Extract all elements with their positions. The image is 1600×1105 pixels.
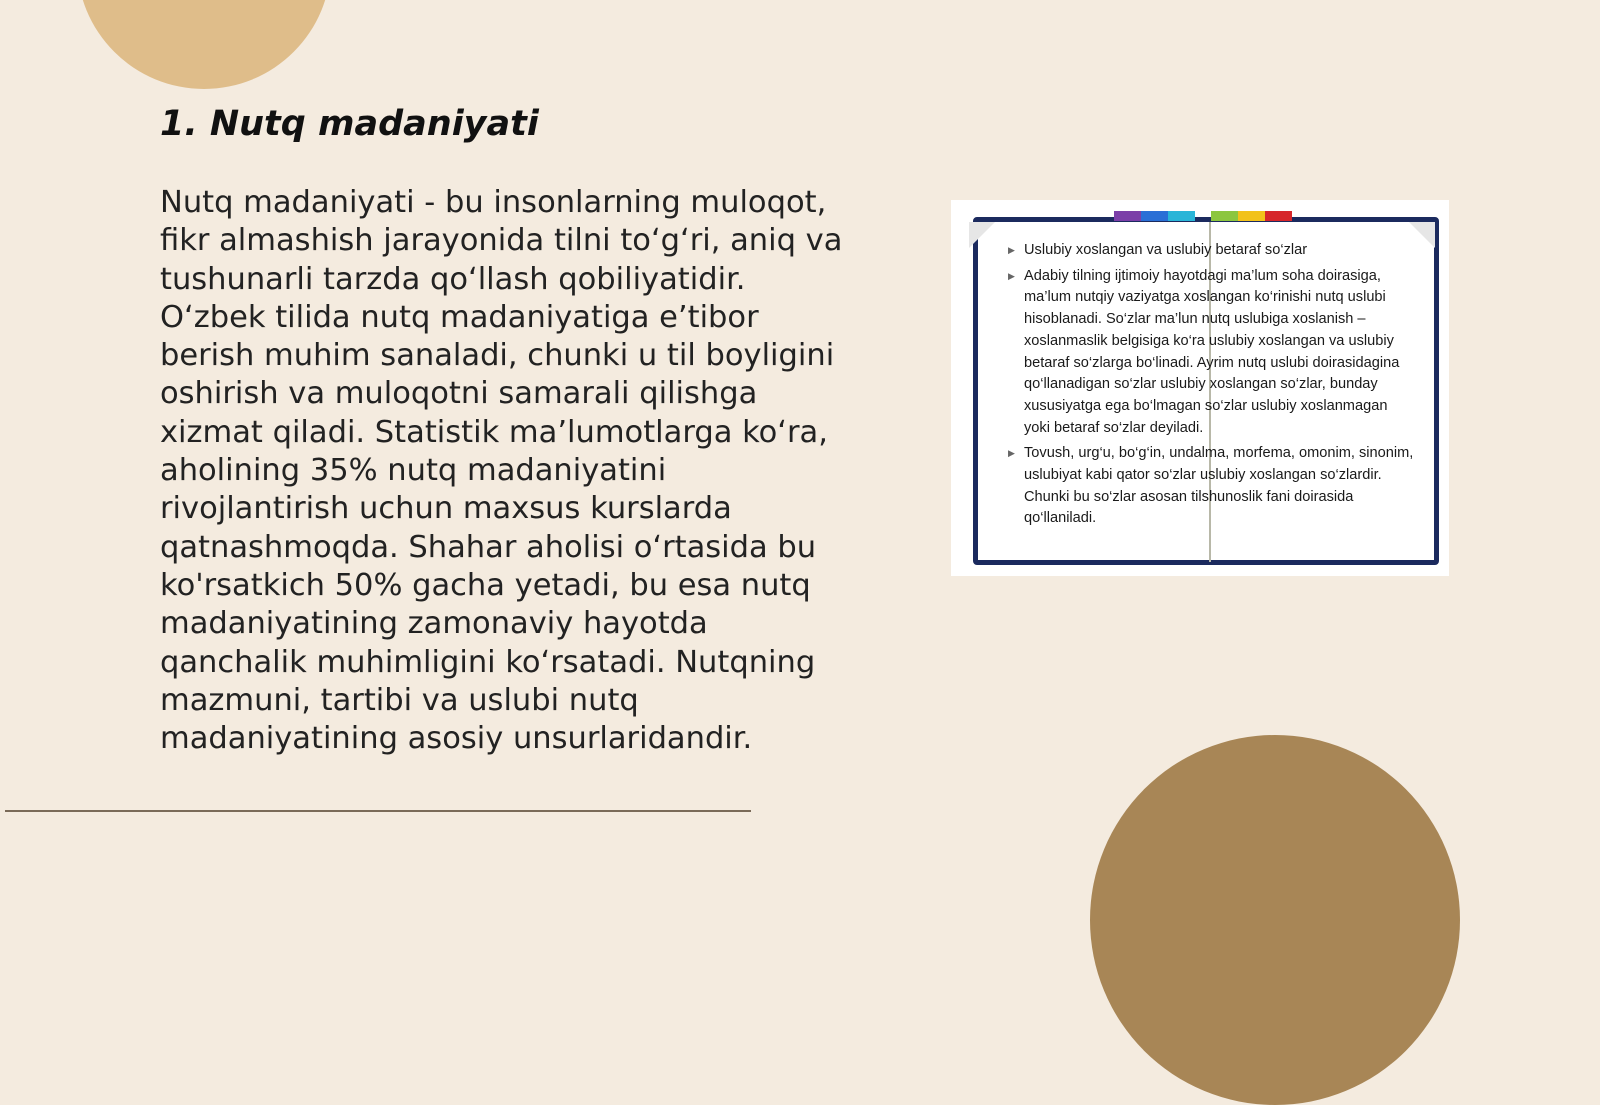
tab-cyan	[1168, 211, 1195, 221]
bullet-arrow-icon: ▶	[1008, 245, 1015, 255]
list-item	[1006, 240, 1416, 262]
divider-line	[5, 810, 751, 812]
list-item-text: Adabiy tilning ijtimoiy hayotdagi ma’lum soha doirasiga, ma’lum nutqiy vaziyatga xoslangan ko‘rinishi nutq uslubi hisoblanadi. So‘zlar ma’lun nutq uslubiga xoslanish – xoslanmaslik belgisiga ko‘ra uslubiy xoslangan va uslubiy betaraf so‘zlarga bo‘linadi. Ayrim nutq uslubi doirasidagina qo‘llanadigan so‘zlar uslubiy xoslangan so‘zlar, bunday xususiyatga ega bo‘lmagan so‘zlar uslubiy xoslanmagan yoki betaraf so‘zlar deyiladi.	[1024, 267, 1400, 436]
tab-yellow	[1238, 211, 1265, 221]
bullet-arrow-icon: ▶	[1008, 448, 1015, 459]
tab-red	[1265, 211, 1292, 221]
slide-body-text: Nutq madaniyati - bu insonlarning muloqot, fikr almashish jarayonida tilni to‘g‘ri, aniq va tushunarli tarzda qo‘llash qobiliyatidir. O‘zbek tilida nutq madaniyatiga e’tibor berish muhim sanaladi, chunki u til boyligini oshirish va muloqotni samarali qilishga xizmat qiladi. Statistik ma’lumotlarga ko‘ra, aholining 35% nutq madaniyatini rivojlantirish uchun maxsus kurslarda qatnashmoqda. Shahar aholisi o‘rtasida bu ko'rsatkich 50% gacha yetadi, bu esa nutq madaniyatining zamonaviy hayotda qanchalik muhimligini ko‘rsatadi. Nutqning mazmuni, tartibi va uslubi nutq madaniyatining asosiy unsurlaridandir.	[160, 185, 843, 757]
tab-blue	[1141, 211, 1168, 221]
list-item-text: Uslubiy xoslangan va uslubiy betaraf so‘zlar	[1024, 242, 1308, 258]
decorative-circle-top	[77, 0, 331, 89]
tab-green	[1211, 211, 1238, 221]
notebook-image	[951, 200, 1449, 576]
list-item	[1006, 443, 1416, 530]
list-item	[1006, 266, 1416, 440]
notebook-bullet-list	[1006, 240, 1416, 534]
tab-purple	[1114, 211, 1141, 221]
notebook-color-tabs	[1114, 211, 1292, 221]
page-corner-left	[969, 222, 995, 248]
slide-title: 1. Nutq madaniyati	[160, 104, 539, 144]
bullet-arrow-icon: ▶	[1008, 270, 1015, 281]
list-item-text: Tovush, urg‘u, bo‘g‘in, undalma, morfema, omonim, sinonim, uslubiyat kabi qator so‘zlar uslubiy xoslangan so‘zlardir. Chunki bu so‘zlar asosan tilshunoslik fani doirasida qo‘llaniladi.	[1024, 445, 1414, 527]
decorative-circle-bottom	[1090, 735, 1460, 1105]
